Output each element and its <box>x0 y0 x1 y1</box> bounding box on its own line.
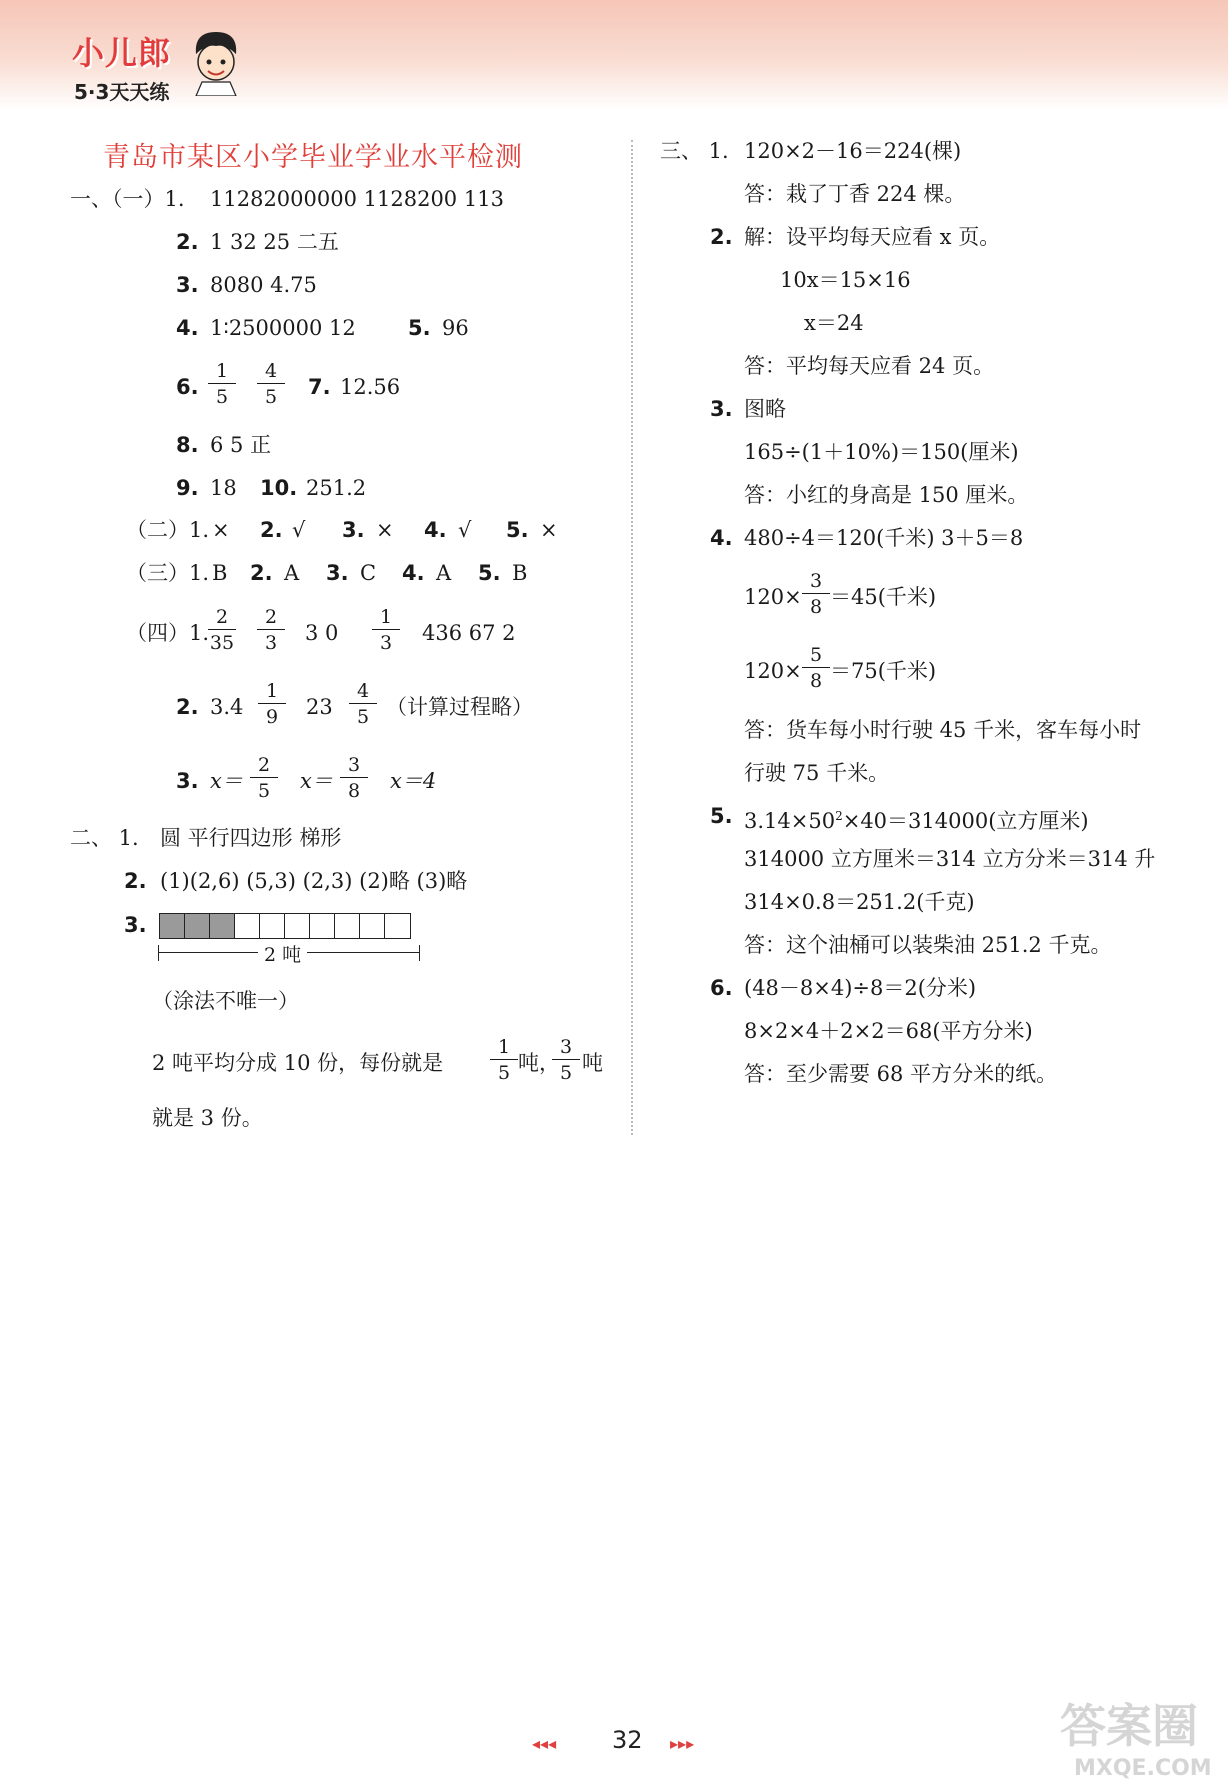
grid-cell-shaded <box>210 914 235 938</box>
r1-answer: 答：栽了丁香 224 棵。 <box>744 182 966 206</box>
part2-answer-2: (1)(2,6) (5,3) (2,3) (2)略 (3)略 <box>160 869 468 893</box>
q2-number: 2. <box>176 230 199 254</box>
r1-line1: 120×2－16＝224(棵) <box>744 139 962 163</box>
answer-1-5: 96 <box>442 316 469 340</box>
part2-answer-1: 圆 平行四边形 梯形 <box>160 826 342 850</box>
q-number: 2. <box>260 518 283 542</box>
page-title: 青岛市某区小学毕业学业水平检测 <box>103 142 523 173</box>
right-arrows-icon: ▸▸▸ <box>670 1734 695 1753</box>
explanation-mid: 吨， <box>518 1051 560 1075</box>
denominator: 8 <box>347 780 361 802</box>
fraction <box>258 680 286 728</box>
boy-mascot-icon <box>186 26 246 96</box>
q-number: 5. <box>478 561 501 585</box>
r4-calc-b: 120× <box>744 659 802 683</box>
brand-logo <box>70 28 250 108</box>
part3-label: 三、 1. <box>660 139 729 163</box>
denominator: 5 <box>264 386 278 408</box>
numerator: 4 <box>356 680 370 702</box>
answer-1-10: 251.2 <box>306 476 367 500</box>
logo-main-text: 小儿郎 <box>72 34 172 72</box>
page-number-footer <box>532 1724 732 1760</box>
shading-note: （涂法不唯一） <box>152 989 299 1013</box>
fraction <box>372 606 400 654</box>
answer-4-1-mid: 3 0 <box>305 621 339 645</box>
q3-number: 3. <box>176 273 199 297</box>
section3-label: （三）1. <box>126 561 210 585</box>
q-number: 4. <box>402 561 425 585</box>
r5-answer: 答：这个油桶可以装柴油 251.2 千克。 <box>744 933 1112 957</box>
section4-label: （四）1. <box>126 621 210 645</box>
q-number: 6. <box>710 976 733 1000</box>
denominator: 35 <box>209 632 235 654</box>
explanation-conclusion: 就是 3 份。 <box>152 1106 263 1130</box>
q-number: 4. <box>424 518 447 542</box>
q-number: 3. <box>326 561 349 585</box>
r5-line1 <box>744 803 1089 834</box>
answer-1-9: 18 <box>210 476 237 500</box>
r3-line1: 图略 <box>744 397 786 421</box>
answer-2-3: × <box>376 518 394 542</box>
r4-answer-2: 行驶 75 千米。 <box>744 761 890 785</box>
numerator: 3 <box>809 570 823 592</box>
r4-answer-1: 答：货车每小时行驶 45 千米，客车每小时 <box>744 718 1142 742</box>
grid-cell-shaded <box>185 914 210 938</box>
r3-answer: 答：小红的身高是 150 厘米。 <box>744 483 1029 507</box>
fraction <box>349 680 377 728</box>
numerator: 1 <box>497 1036 511 1058</box>
r5-part-b: ×40＝314000(立方厘米) <box>842 809 1089 833</box>
fraction <box>257 606 285 654</box>
equation-x3: x＝4 <box>390 769 437 793</box>
denominator: 3 <box>264 632 278 654</box>
shaded-grid-diagram <box>159 913 411 939</box>
q-number: 5. <box>710 804 733 828</box>
grid-cell <box>285 914 310 938</box>
fraction <box>802 644 830 692</box>
answer-3-5: B <box>512 561 528 585</box>
fraction <box>257 360 285 408</box>
grid-cell <box>235 914 260 938</box>
page-number: 32 <box>612 1726 643 1754</box>
answer-4-2-b: 23 <box>306 695 333 719</box>
watermark-main: 答案圈 <box>1060 1699 1198 1753</box>
q6-number: 6. <box>176 375 199 399</box>
r6-line1: (48－8×4)÷8＝2(分米) <box>744 976 977 1000</box>
r2-line2: 10x＝15×16 <box>780 268 911 292</box>
watermark-sub: MXQE.COM <box>1074 1756 1212 1781</box>
denominator: 9 <box>265 706 279 728</box>
section1-label: 一、（一）1. <box>70 187 185 211</box>
r6-answer: 答：至少需要 68 平方分米的纸。 <box>744 1062 1058 1086</box>
answer-2-5: × <box>540 518 558 542</box>
r4-calc-a-result: ＝45(千米) <box>830 585 937 609</box>
r2-line3: x＝24 <box>804 311 864 335</box>
answer-1-3: 8080 4.75 <box>210 273 317 297</box>
q4-number: 4. <box>176 316 199 340</box>
fraction <box>340 754 368 802</box>
answer-3-4: A <box>436 561 452 585</box>
answer-3-3: C <box>360 561 377 585</box>
fraction <box>208 606 236 654</box>
r4-calc-b-result: ＝75(千米) <box>830 659 937 683</box>
denominator: 5 <box>215 386 229 408</box>
part2-label: 二、 1. <box>70 826 139 850</box>
answer-1-2: 1 32 25 二五 <box>210 230 339 254</box>
q-number: 2. <box>176 695 199 719</box>
answer-2-2: √ <box>292 518 306 542</box>
answer-3-1: B <box>212 561 228 585</box>
grid-cell <box>310 914 335 938</box>
numerator: 2 <box>215 606 229 628</box>
numerator: 1 <box>379 606 393 628</box>
numerator: 3 <box>347 754 361 776</box>
q-number: 5. <box>506 518 529 542</box>
fraction <box>552 1036 580 1084</box>
answer-1-1: 11282000000 1128200 113 <box>210 187 504 211</box>
numerator: 1 <box>265 680 279 702</box>
grid-cell <box>260 914 285 938</box>
fraction <box>208 360 236 408</box>
answer-1-7: 12.56 <box>340 375 401 399</box>
r4-calc-a: 120× <box>744 585 802 609</box>
r5-exponent: 2 <box>835 809 843 823</box>
q-number: 3. <box>342 518 365 542</box>
answer-1-8: 6 5 正 <box>210 433 272 457</box>
q9-number: 9. <box>176 476 199 500</box>
q-number: 3. <box>124 913 147 937</box>
section2-label: （二）1. <box>126 518 210 542</box>
answer-2-4: √ <box>458 518 472 542</box>
fraction <box>250 754 278 802</box>
denominator: 8 <box>809 596 823 618</box>
left-arrows-icon: ◂◂◂ <box>532 1734 557 1753</box>
numerator: 5 <box>809 644 823 666</box>
fraction <box>490 1036 518 1084</box>
q10-number: 10. <box>260 476 298 500</box>
q-number: 2. <box>250 561 273 585</box>
equation-x2: x＝ <box>300 769 333 793</box>
denominator: 5 <box>497 1062 511 1084</box>
watermark-logo <box>1060 1690 1225 1790</box>
r5-line2: 314000 立方厘米＝314 立方分米＝314 升 <box>744 847 1156 871</box>
numerator: 4 <box>264 360 278 382</box>
numerator: 1 <box>215 360 229 382</box>
r5-part-a: 3.14×50 <box>744 809 836 833</box>
logo-sub-text: 5·3天天练 <box>74 80 170 104</box>
q5-number: 5. <box>408 316 431 340</box>
explanation-text: 2 吨平均分成 10 份，每份就是 <box>152 1051 444 1075</box>
calc-omitted-note: （计算过程略） <box>386 695 533 719</box>
length-label: 2 吨 <box>258 940 307 967</box>
denominator: 5 <box>559 1062 573 1084</box>
r4-line1: 480÷4＝120(千米) 3＋5＝8 <box>744 526 1024 550</box>
r2-answer: 答：平均每天应看 24 页。 <box>744 354 995 378</box>
answer-2-1: × <box>212 518 230 542</box>
r3-line2: 165÷(1＋10%)＝150(厘米) <box>744 440 1019 464</box>
q-number: 4. <box>710 526 733 550</box>
q-number: 2. <box>124 869 147 893</box>
answer-4-2-a: 3.4 <box>210 695 244 719</box>
q7-number: 7. <box>308 375 331 399</box>
q-number: 3. <box>710 397 733 421</box>
numerator: 2 <box>257 754 271 776</box>
column-divider <box>631 140 633 1135</box>
grid-cell <box>360 914 385 938</box>
explanation-end: 吨 <box>582 1051 603 1075</box>
grid-cell <box>335 914 360 938</box>
fraction <box>802 570 830 618</box>
answer-1-4: 1∶2500000 12 <box>210 316 356 340</box>
equation-x1: x＝ <box>210 769 243 793</box>
grid-cell <box>385 914 410 938</box>
q-number: 2. <box>710 225 733 249</box>
numerator: 3 <box>559 1036 573 1058</box>
answer-4-1-tail: 436 67 2 <box>422 621 516 645</box>
r2-line1: 解：设平均每天应看 x 页。 <box>744 225 1001 249</box>
q8-number: 8. <box>176 433 199 457</box>
answer-3-2: A <box>284 561 300 585</box>
denominator: 8 <box>809 670 823 692</box>
numerator: 2 <box>264 606 278 628</box>
r5-line3: 314×0.8＝251.2(千克) <box>744 890 975 914</box>
denominator: 5 <box>257 780 271 802</box>
q-number: 3. <box>176 769 199 793</box>
r6-line2: 8×2×4＋2×2＝68(平方分米) <box>744 1019 1033 1043</box>
denominator: 5 <box>356 706 370 728</box>
grid-cell-shaded <box>160 914 185 938</box>
denominator: 3 <box>379 632 393 654</box>
